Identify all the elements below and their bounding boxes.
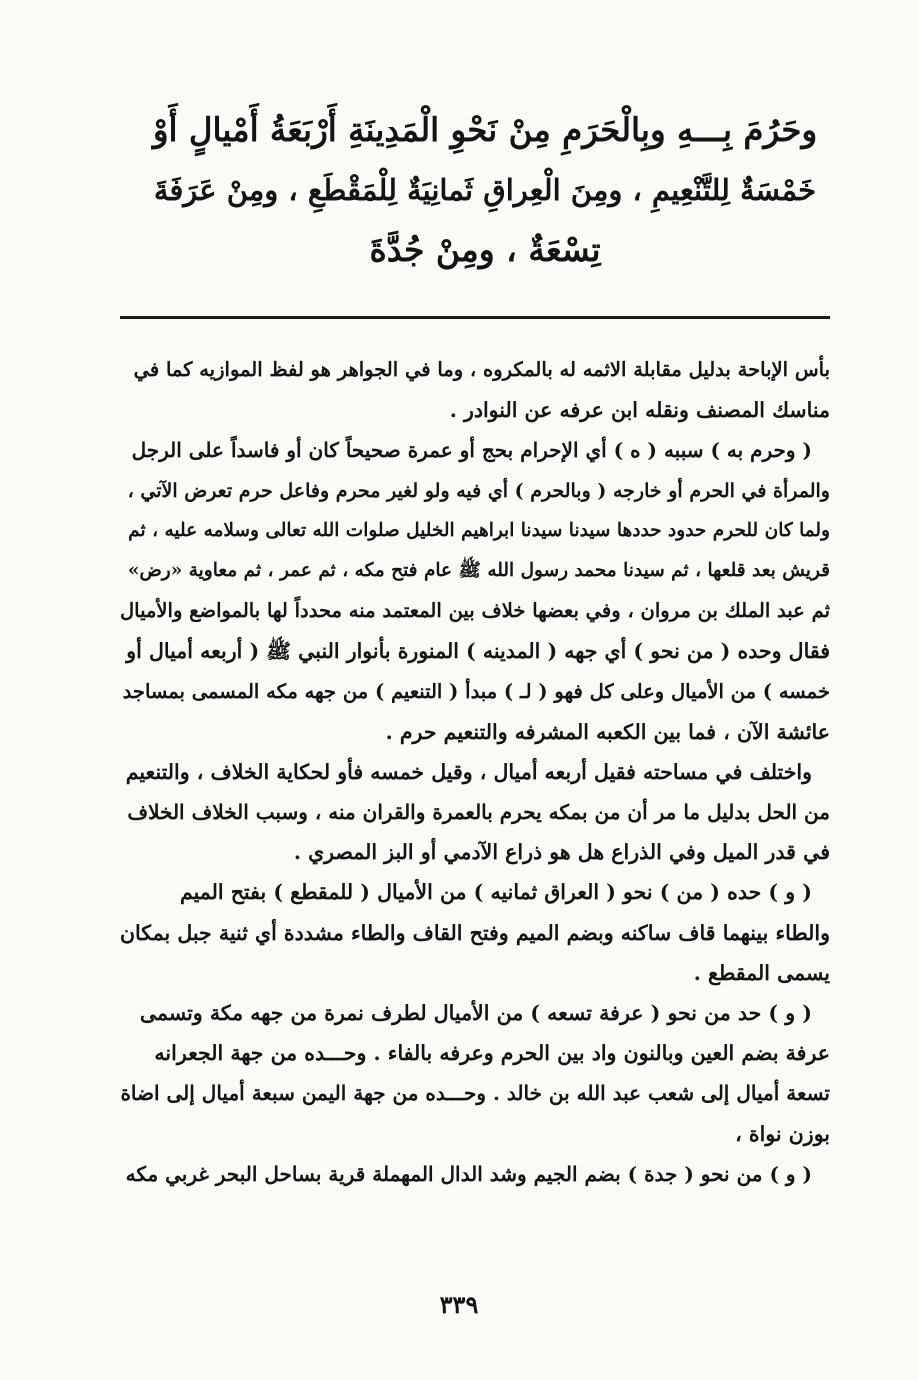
commentary-line: بأس الإباحة بدليل مقابلة الاثمه له بالمكروه ، وما في الجواهر هو لفظ الموازيه كما في (133, 358, 830, 381)
commentary-line: ( و ) حده ( من ) نحو ( العراق ثمانيه ) من الأميال ( للمقطع ) بفتح الميم (179, 880, 812, 905)
commentary-line: مناسك المصنف ونقله ابن عرفه عن النوادر . (449, 398, 830, 423)
separator-rule (120, 316, 830, 319)
commentary-line: من الحل بدليل ما مر أن من بمكه يحرم بالعمرة والقران منه ، وسبب الخلاف الخلاف (127, 800, 830, 825)
page-number: ٣٣٩ (439, 1290, 479, 1319)
matn-line: خَمْسَةٌ لِلتَّنْعِيمِ ، ومِنَ الْعِراقِ ثَمانِيَةٌ لِلْمَقْطَعِ ، ومِنْ عَرَفَةَ (153, 173, 817, 207)
commentary-line: ( وحرم به ) سببه ( ه ) أي الإحرام بحج أو عمرة صحيحاً كان أو فاسداً على الرجل (131, 438, 812, 463)
commentary-line: ثم عبد الملك بن مروان ، وفي بعضها خلاف بين المعتمد منه محدداً لها بالمواضع والأميال (119, 599, 830, 623)
matn-block (150, 100, 820, 280)
commentary-line: والطاء بينهما قاف ساكنه وبضم الميم وفتح القاف والطاء مشددة أي ثنية جبل بمكان (120, 920, 830, 945)
commentary-line: ( و ) حد من نحو ( عرفة تسعه ) من الأميال لطرف نمرة من جهه مكة وتسمى (139, 1001, 812, 1025)
commentary-line: عرفة بضم العين وبالنون واد بين الحرم وعرفه بالفاء . وحـــده من جهة الجعرانه (154, 1041, 830, 1066)
commentary-line: عائشة الآن ، فما بين الكعبه المشرفه والتنعيم حرم . (385, 719, 830, 744)
commentary-line: تسعة أميال إلى شعب عبد الله بن خالد . وحـــده من جهة اليمن سبعة أميال إلى اضاة (120, 1081, 830, 1106)
commentary-line: يسمى المقطع . (693, 960, 830, 985)
commentary-line: في قدر الميل وفي الذراع هل هو ذراع الآدمي أو البز المصري . (293, 840, 830, 865)
commentary-line: ( و ) من نحو ( جدة ) بضم الجيم وشد الدال المهملة قرية بساحل البحر غربي مكه (125, 1161, 812, 1186)
matn-line: تِسْعَةٌ ، ومِنْ جُدَّةَ (369, 230, 601, 269)
commentary-line: والمرأة في الحرم أو خارجه ( وبالحرم ) أي فيه ولو لغير محرم وفاعل حرم تعرض الآتي ، (127, 479, 830, 502)
commentary-line: واختلف في مساحته فقيل أربعه أميال ، وقيل خمسه فأو لحكاية الخلاف ، والتنعيم (125, 759, 812, 784)
commentary-line: قريش بعد قلعها ، ثم سيدنا محمد رسول الله ﷺ عام فتح مكه ، ثم عمر ، ثم معاوية «رض» (127, 559, 830, 581)
commentary-line: بوزن نواة ، (735, 1121, 830, 1146)
commentary-line: فقال وحده ( من نحو ) أي جهه ( المدينه ) المنورة بأنوار النبي ﷺ ( أربعه أميال أو (126, 639, 830, 664)
matn-line: وحَرُمَ بِـــهِ وبِالْحَرَمِ مِنْ نَحْوِ الْمَدِينَةِ أَرْبَعَةُ أَمْيالٍ أَوْ (152, 110, 818, 149)
commentary-line: خمسه ) من الأميال وعلى كل فهو ( لـ ) مبدأ ( التنعيم ) من جهه مكه المسمى بمساجد (122, 679, 830, 703)
commentary-line: ولما كان للحرم حدود حددها سيدنا سيدنا ابراهيم الخليل صلوات الله تعالى وسلامه عليه ، ثم (128, 519, 830, 541)
commentary-block (118, 350, 830, 1194)
